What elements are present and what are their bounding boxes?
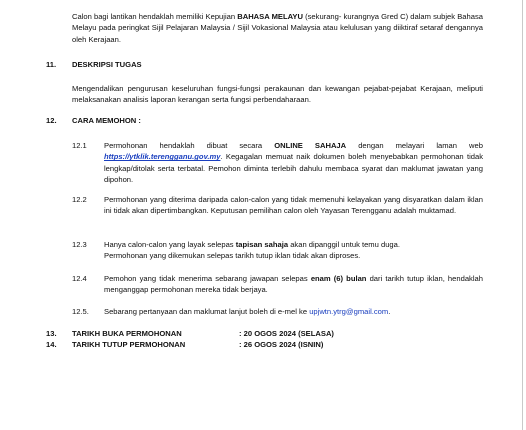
section-12-number: 12. <box>46 116 57 125</box>
closing-date-label: TARIKH TUTUP PERMOHONAN <box>72 340 186 349</box>
item-12-2-number: 12.2 <box>72 195 87 204</box>
section-13-number: 13. <box>46 329 57 338</box>
item-12-4-number: 12.4 <box>72 274 87 283</box>
item-text: Permohonan yang dikemukan selepas tarikh tutup iklan tidak akan diproses. <box>104 251 361 261</box>
item-text: Hanya calon-calon yang layak selepas <box>104 240 234 249</box>
item-text: . Kegagalan memuat naik dokumen boleh menyebabkan permohonan tidak lengkap/ditolak serta terbatal. Pemohon diminta terlebih dahulu membaca syarat dan maklumat jawatan yang dipohon. <box>104 152 483 185</box>
section-10-bold: BAHASA MELAYU <box>237 12 303 21</box>
contact-email-link[interactable]: upjwtn.ytrg@gmail.com <box>309 307 389 316</box>
item-12-1-text <box>104 140 483 186</box>
section-10-text: (sekurang- kurangnya Gred C) dalam subjek Bahasa Melayu pada peringkat Sijil Pelajaran Malaysia / Sijil Vokasional Malaysia atau kelulusan yang diiktiraf setaraf dengannya oleh Kerajaan. <box>72 12 483 44</box>
item-bold: ONLINE SAHAJA <box>274 141 347 150</box>
section-10-paragraph <box>72 11 483 45</box>
opening-date-value: : 20 OGOS 2024 (SELASA) <box>239 329 334 338</box>
opening-date-label: TARIKH BUKA PERMOHONAN <box>72 329 182 338</box>
page-edge <box>522 0 523 430</box>
item-12-5-text <box>104 306 483 317</box>
section-11-title: DESKRIPSI TUGAS <box>72 60 142 69</box>
item-12-2-text: Permohonan yang diterima daripada calon-calon yang tidak memenuhi kelayakan yang disyaratkan dalam iklan ini tidak akan dipertimbangkan. Keputusan pemilihan calon oleh Yayasan Terengganu adalah muktamad. <box>104 195 483 216</box>
item-12-4-text <box>104 273 483 296</box>
section-11-paragraph: Mengendalikan pengurusan keseluruhan fungsi-fungsi perakaunan dan kewangan pejabat-pejabat Kerajaan, meliputi melaksanakan analisis laporan kerangan serta fungsi perbendaharaan. <box>72 84 483 105</box>
item-bold: enam (6) bulan <box>310 274 367 283</box>
item-text: dari tarikh tutup iklan, hendaklah menganggap permohonan mereka tidak berjaya. <box>104 274 483 295</box>
item-text: Permohonan hendaklah dibuat secara <box>104 141 263 150</box>
item-text: Pemohon yang tidak menerima sebarang jawapan selepas <box>104 274 308 283</box>
item-bold: tapisan sahaja <box>235 240 289 249</box>
item-12-3-text <box>104 239 483 262</box>
section-14-number: 14. <box>46 340 57 349</box>
closing-date-value: : 26 OGOS 2024 (ISNIN) <box>239 340 324 349</box>
item-12-1-number: 12.1 <box>72 141 87 150</box>
application-link[interactable]: https://ytklik.terengganu.gov.my <box>104 152 221 162</box>
item-text: akan dipanggil untuk temu duga. <box>290 240 400 249</box>
item-text: . <box>388 307 391 316</box>
section-12-title: CARA MEMOHON : <box>72 116 141 125</box>
section-10-text: Calon bagi lantikan hendaklah memiliki Kepujian <box>72 12 236 21</box>
item-12-5-number: 12.5. <box>72 307 89 316</box>
item-12-3-number: 12.3 <box>72 240 87 249</box>
item-text: dengan melayari laman web <box>358 141 483 150</box>
item-text: Sebarang pertanyaan dan maklumat lanjut boleh di e-mel ke <box>104 307 308 316</box>
section-11-number: 11. <box>46 60 57 69</box>
